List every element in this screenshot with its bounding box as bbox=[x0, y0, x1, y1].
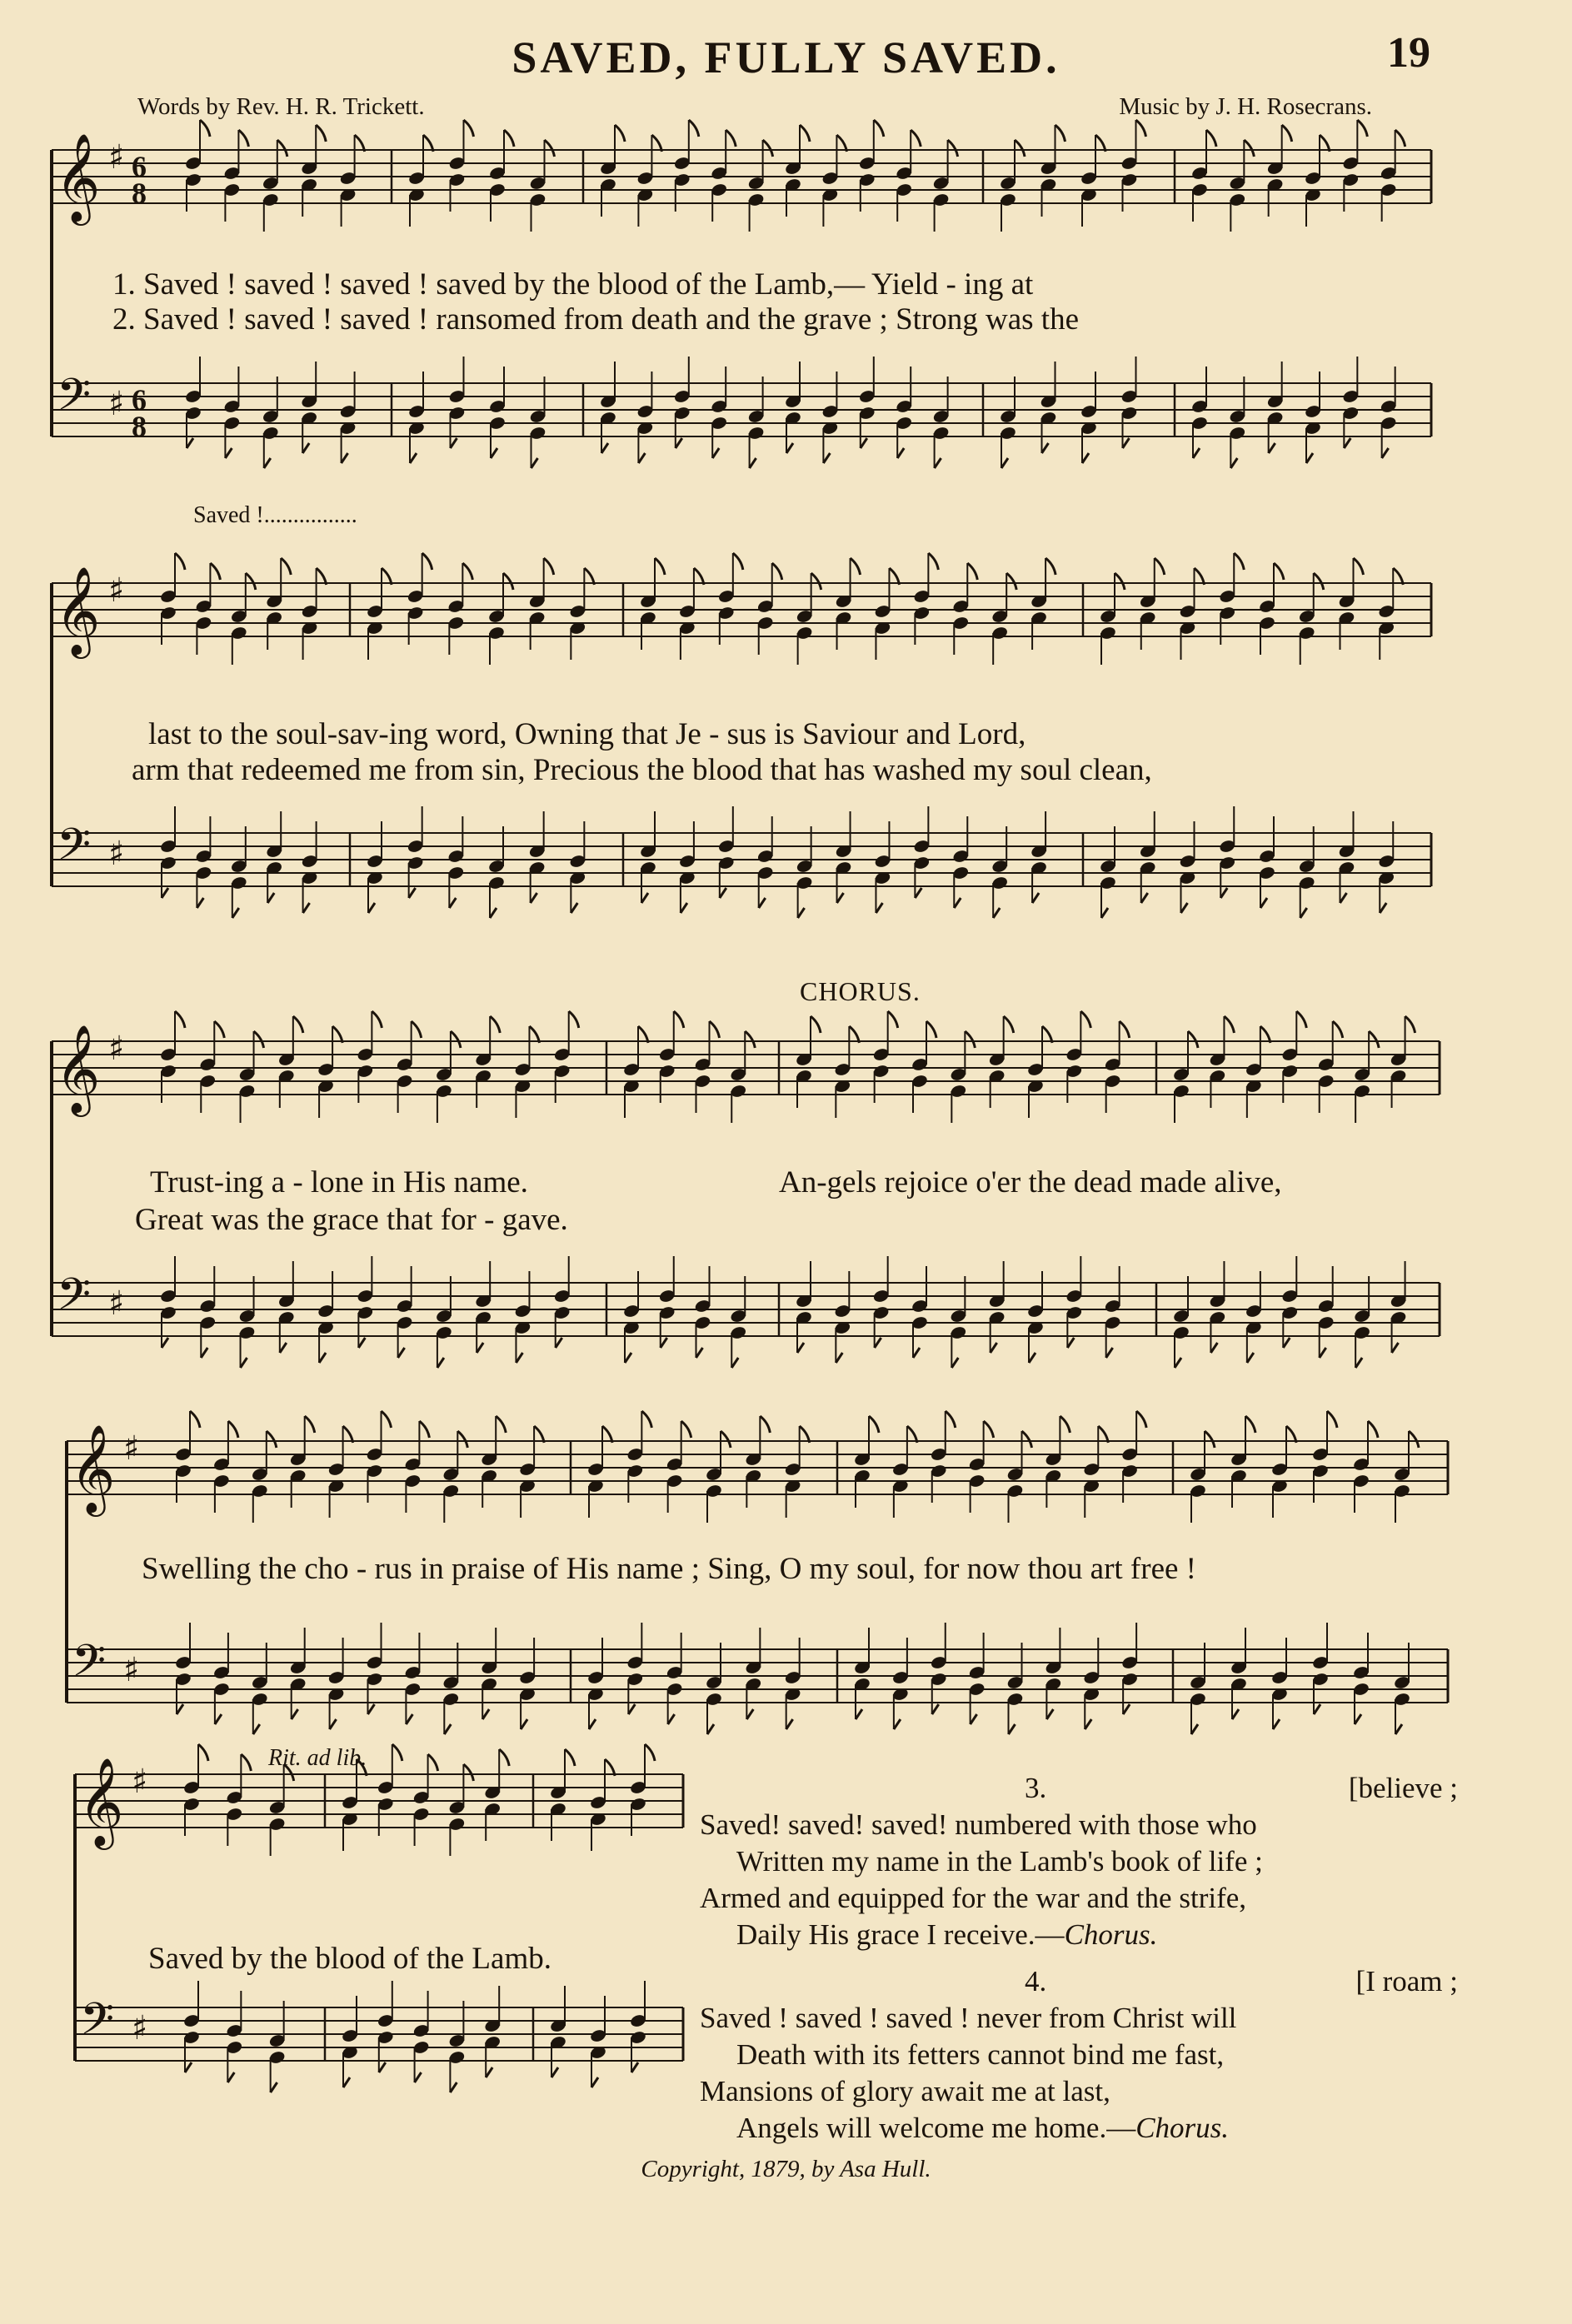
note-flag bbox=[823, 453, 830, 463]
chorus-line-3: Saved by the blood of the Lamb. bbox=[148, 1942, 551, 1976]
verse-3-line-3: Armed and equipped for the war and the strife, bbox=[700, 1882, 1247, 1914]
note-flag bbox=[915, 888, 921, 898]
note-flag bbox=[935, 458, 941, 468]
time-signature-bottom: 8 bbox=[132, 410, 147, 443]
note-flag bbox=[984, 1421, 994, 1438]
treble-clef-icon: 𝄞 bbox=[70, 1424, 116, 1513]
note-flag bbox=[1245, 1416, 1255, 1433]
verse-4 bbox=[700, 1963, 1458, 2147]
note-flag bbox=[200, 120, 210, 137]
note-flag bbox=[1188, 1031, 1198, 1048]
note-flag bbox=[1314, 1704, 1320, 1714]
copyright: Copyright, 1879, by Asa Hull. bbox=[641, 2156, 931, 2182]
time-signature-top: 6 bbox=[132, 383, 147, 416]
note-flag bbox=[1333, 1021, 1343, 1038]
note-flag bbox=[569, 1011, 579, 1028]
note-flag bbox=[1314, 573, 1324, 590]
note-flag bbox=[1260, 898, 1267, 908]
note-flag bbox=[800, 125, 810, 142]
note-flag bbox=[1327, 1411, 1337, 1428]
verse-4-chorus-ref: Chorus. bbox=[1135, 2112, 1230, 2144]
note-flag bbox=[504, 130, 514, 147]
note-flag bbox=[190, 1411, 200, 1428]
note-flag bbox=[591, 2077, 598, 2087]
note-flag bbox=[1191, 1724, 1198, 1734]
treble-clef-icon: 𝄞 bbox=[78, 1757, 124, 1846]
note-flag bbox=[232, 908, 239, 918]
verse-4-number: 4. bbox=[1025, 1965, 1047, 1997]
note-flag bbox=[412, 1021, 422, 1038]
note-flag bbox=[589, 1719, 596, 1729]
note-flag bbox=[228, 1421, 238, 1438]
note-flag bbox=[1206, 130, 1216, 147]
note-flag bbox=[625, 1353, 631, 1363]
note-flag bbox=[1340, 893, 1347, 903]
tempo-mark: Rit. ad lib. bbox=[268, 1745, 367, 1771]
note-flag bbox=[721, 1431, 731, 1448]
note-flag bbox=[951, 1358, 958, 1368]
note-flag bbox=[1320, 1348, 1326, 1358]
note-flag bbox=[1355, 1714, 1361, 1724]
note-flag bbox=[1085, 1719, 1091, 1729]
note-flag bbox=[668, 1714, 675, 1724]
note-flag bbox=[993, 908, 1000, 918]
note-flag bbox=[271, 2082, 277, 2092]
note-flag bbox=[305, 1416, 315, 1433]
note-flag bbox=[358, 1338, 365, 1348]
note-flag bbox=[750, 458, 756, 468]
note-flag bbox=[225, 448, 232, 458]
note-flag bbox=[897, 448, 904, 458]
note-flag bbox=[1001, 458, 1008, 468]
note-flag bbox=[759, 898, 766, 908]
note-flag bbox=[382, 1411, 392, 1428]
note-flag bbox=[1344, 438, 1350, 448]
note-flag bbox=[214, 1021, 224, 1038]
note-flag bbox=[760, 1416, 770, 1433]
note-flag bbox=[1232, 1709, 1239, 1719]
verse-4-line-1: Saved ! saved ! saved ! never from Christ will bbox=[700, 2002, 1237, 2034]
note-flag bbox=[745, 1031, 755, 1048]
note-flag bbox=[280, 1343, 287, 1353]
note-flag bbox=[746, 1709, 753, 1719]
music-credit: Music by J. H. Rosecrans. bbox=[1119, 93, 1372, 120]
note-flag bbox=[1101, 908, 1108, 918]
sharp-icon: ♯ bbox=[123, 1429, 140, 1468]
note-flag bbox=[545, 140, 555, 157]
bass-clef-icon: 𝄢 bbox=[80, 1994, 115, 2056]
system1-note: Saved !................ bbox=[193, 502, 357, 528]
note-flag bbox=[837, 893, 844, 903]
verse-3 bbox=[700, 1770, 1458, 1953]
note-flag bbox=[238, 130, 248, 147]
note-flag bbox=[971, 1714, 977, 1724]
note-flag bbox=[797, 1343, 804, 1353]
verse-3-line-4: Daily His grace I receive.—Chorus. bbox=[736, 1918, 1158, 1951]
note-flag bbox=[368, 903, 375, 913]
note-flag bbox=[406, 1714, 412, 1724]
sharp-icon: ♯ bbox=[108, 385, 125, 423]
note-flag bbox=[1247, 1353, 1254, 1363]
note-flag bbox=[227, 2072, 234, 2082]
note-flag bbox=[726, 130, 736, 147]
note-flag bbox=[477, 1343, 483, 1353]
note-flag bbox=[419, 1421, 429, 1438]
page-number: 19 bbox=[1387, 29, 1430, 77]
treble-clef-icon: 𝄞 bbox=[55, 132, 101, 222]
note-flag bbox=[856, 1709, 862, 1719]
note-flag bbox=[516, 1353, 522, 1363]
bass-clef-icon: 𝄢 bbox=[57, 370, 92, 431]
note-flag bbox=[490, 1016, 500, 1033]
note-flag bbox=[674, 1011, 684, 1028]
note-flag bbox=[1230, 458, 1237, 468]
note-flag bbox=[1067, 1338, 1074, 1348]
note-flag bbox=[1357, 120, 1367, 137]
note-flag bbox=[521, 1719, 527, 1729]
system3-verse2: Great was the grace that for - gave. bbox=[135, 1203, 568, 1237]
note-flag bbox=[267, 1431, 277, 1448]
note-flag bbox=[531, 458, 538, 468]
chorus-line-2: Swelling the cho - rus in praise of His name ; Sing, O my soul, for now thou art free ! bbox=[142, 1552, 1196, 1586]
note-flag bbox=[1306, 453, 1313, 463]
system1-verse1: 1. Saved ! saved ! saved ! saved by the blood of the Lamb,— Yield - ing at bbox=[112, 267, 1034, 302]
verse-3-carry: [believe ; bbox=[1348, 1772, 1458, 1804]
note-flag bbox=[1042, 443, 1049, 453]
note-flag bbox=[888, 1011, 898, 1028]
note-flag bbox=[874, 120, 884, 137]
chorus-line-1: An-gels rejoice o'er the dead made alive, bbox=[779, 1165, 1282, 1199]
note-flag bbox=[1244, 140, 1254, 157]
bass-clef-icon: 𝄢 bbox=[57, 820, 92, 881]
note-flag bbox=[1106, 1348, 1113, 1358]
note-flag bbox=[490, 908, 497, 918]
note-flag bbox=[1136, 120, 1146, 137]
note-flag bbox=[1220, 888, 1227, 898]
note-flag bbox=[556, 1338, 562, 1348]
note-flag bbox=[946, 1411, 956, 1428]
note-flag bbox=[451, 438, 457, 448]
note-flag bbox=[811, 1016, 821, 1033]
note-flag bbox=[1224, 1016, 1234, 1033]
time-signature-bottom: 8 bbox=[132, 177, 147, 210]
note-flag bbox=[1368, 1421, 1378, 1438]
note-flag bbox=[696, 1348, 703, 1358]
note-flag bbox=[1080, 1011, 1090, 1028]
note-flag bbox=[531, 893, 537, 903]
note-flag bbox=[638, 453, 645, 463]
note-flag bbox=[926, 1021, 936, 1038]
note-flag bbox=[1395, 130, 1405, 147]
note-flag bbox=[330, 1719, 337, 1729]
sharp-icon: ♯ bbox=[123, 1651, 140, 1689]
note-flag bbox=[1193, 448, 1200, 458]
note-flag bbox=[615, 125, 625, 142]
note-flag bbox=[1141, 893, 1148, 903]
system3-verse1: Trust-ing a - lone in His name. bbox=[150, 1165, 528, 1199]
note-flag bbox=[601, 443, 608, 453]
note-flag bbox=[875, 1338, 881, 1348]
verse-4-line-3: Mansions of glory await me at last, bbox=[700, 2075, 1110, 2107]
note-flag bbox=[1395, 1724, 1402, 1734]
sharp-icon: ♯ bbox=[108, 835, 125, 873]
note-flag bbox=[641, 1411, 651, 1428]
note-flag bbox=[1369, 1031, 1379, 1048]
verse-4-line-2: Death with its fetters cannot bind me fast, bbox=[736, 2038, 1225, 2071]
note-flag bbox=[177, 1704, 183, 1714]
note-flag bbox=[368, 1704, 375, 1714]
note-flag bbox=[876, 903, 882, 913]
system2-verse1: last to the soul-sav-ing word, Owning that Je - sus is Saviour and Lord, bbox=[148, 717, 1026, 751]
note-flag bbox=[457, 1431, 467, 1448]
note-flag bbox=[948, 140, 958, 157]
bass-clef-icon: 𝄢 bbox=[57, 1269, 92, 1331]
note-flag bbox=[1032, 893, 1039, 903]
note-flag bbox=[241, 1358, 247, 1368]
note-flag bbox=[450, 2082, 457, 2092]
note-flag bbox=[162, 888, 168, 898]
note-flag bbox=[712, 448, 719, 458]
note-flag bbox=[486, 2067, 492, 2077]
note-flag bbox=[1283, 1338, 1290, 1348]
time-signature-top: 6 bbox=[132, 150, 147, 183]
note-flag bbox=[786, 443, 793, 453]
note-flag bbox=[491, 448, 497, 458]
note-flag bbox=[409, 888, 416, 898]
note-flag bbox=[415, 2072, 422, 2082]
verse-4-carry: [I roam ; bbox=[1355, 1965, 1458, 1997]
note-flag bbox=[342, 453, 348, 463]
note-flag bbox=[444, 1724, 451, 1734]
note-flag bbox=[731, 1358, 738, 1368]
note-flag bbox=[763, 140, 773, 157]
note-flag bbox=[861, 438, 867, 448]
note-flag bbox=[1409, 1431, 1419, 1448]
note-flag bbox=[410, 453, 417, 463]
note-flag bbox=[1205, 1431, 1215, 1448]
note-flag bbox=[1273, 1719, 1280, 1729]
note-flag bbox=[1046, 1709, 1053, 1719]
note-flag bbox=[201, 1348, 207, 1358]
note-flag bbox=[1082, 453, 1089, 463]
note-flag bbox=[798, 908, 805, 918]
note-flag bbox=[811, 573, 821, 590]
note-flag bbox=[913, 1348, 920, 1358]
verse-3-number: 3. bbox=[1025, 1772, 1047, 1804]
note-flag bbox=[1181, 903, 1188, 913]
note-flag bbox=[253, 1724, 260, 1734]
note-flag bbox=[1009, 1724, 1016, 1734]
note-flag bbox=[661, 1338, 667, 1348]
note-flag bbox=[1120, 1021, 1130, 1038]
note-flag bbox=[503, 573, 513, 590]
note-flag bbox=[1123, 1704, 1130, 1714]
system2-verse2: arm that redeemed me from sin, Precious the blood that has washed my soul clean, bbox=[132, 753, 1152, 787]
note-flag bbox=[451, 1031, 461, 1048]
sharp-icon: ♯ bbox=[108, 138, 125, 177]
note-flag bbox=[319, 1353, 326, 1363]
note-flag bbox=[1380, 903, 1386, 913]
note-flag bbox=[1006, 573, 1016, 590]
verse-4-line-4: Angels will welcome me home.—Chorus. bbox=[736, 2112, 1230, 2144]
note-flag bbox=[720, 888, 726, 898]
note-flag bbox=[254, 1031, 264, 1048]
note-flag bbox=[1296, 1011, 1306, 1028]
note-flag bbox=[641, 893, 648, 903]
note-flag bbox=[267, 893, 274, 903]
note-flag bbox=[1022, 1431, 1032, 1448]
note-flag bbox=[316, 125, 326, 142]
words-credit: Words by Rev. H. R. Trickett. bbox=[137, 93, 425, 120]
note-flag bbox=[1282, 125, 1292, 142]
note-flag bbox=[1015, 140, 1025, 157]
treble-clef-icon: 𝄞 bbox=[55, 1024, 101, 1113]
note-flag bbox=[689, 120, 699, 137]
note-flag bbox=[464, 120, 474, 137]
note-flag bbox=[1382, 448, 1389, 458]
note-flag bbox=[1055, 125, 1065, 142]
verse-3-line-1: Saved! saved! saved! numbered with those who bbox=[700, 1808, 1257, 1841]
note-flag bbox=[343, 2077, 350, 2087]
sharp-icon: ♯ bbox=[108, 571, 125, 610]
note-flag bbox=[869, 1416, 879, 1433]
note-flag bbox=[965, 1031, 975, 1048]
note-flag bbox=[1123, 438, 1130, 448]
sharp-icon: ♯ bbox=[108, 1030, 125, 1068]
note-flag bbox=[1115, 573, 1125, 590]
sharp-icon: ♯ bbox=[132, 2009, 148, 2047]
note-flag bbox=[379, 2062, 386, 2072]
note-flag bbox=[372, 1011, 382, 1028]
note-flag bbox=[1029, 1353, 1036, 1363]
note-flag bbox=[187, 438, 193, 448]
note-flag bbox=[894, 1719, 901, 1729]
note-flag bbox=[162, 1338, 168, 1348]
note-flag bbox=[302, 443, 309, 453]
note-flag bbox=[628, 1704, 635, 1714]
note-flag bbox=[303, 903, 310, 913]
note-flag bbox=[293, 1016, 303, 1033]
note-flag bbox=[571, 903, 577, 913]
note-flag bbox=[631, 2062, 638, 2072]
note-flag bbox=[707, 1724, 714, 1734]
page-title: SAVED, FULLY SAVED. bbox=[512, 32, 1060, 82]
note-flag bbox=[1060, 1416, 1070, 1433]
bass-clef-icon: 𝄢 bbox=[72, 1636, 107, 1698]
note-flag bbox=[932, 1704, 939, 1714]
note-flag bbox=[398, 1348, 405, 1358]
note-flag bbox=[681, 1421, 691, 1438]
note-flag bbox=[175, 1011, 185, 1028]
treble-clef-icon: 𝄞 bbox=[55, 566, 101, 655]
chorus-label: CHORUS. bbox=[800, 976, 921, 1006]
note-flag bbox=[1269, 443, 1275, 453]
note-flag bbox=[991, 1343, 997, 1353]
note-flag bbox=[786, 1719, 793, 1729]
note-flag bbox=[681, 903, 687, 913]
note-flag bbox=[1210, 1343, 1217, 1353]
note-flag bbox=[836, 1353, 842, 1363]
note-flag bbox=[676, 438, 682, 448]
note-flag bbox=[482, 1709, 489, 1719]
note-flag bbox=[1004, 1016, 1014, 1033]
note-flag bbox=[1136, 1411, 1146, 1428]
note-flag bbox=[246, 573, 256, 590]
verse-3-line-2: Written my name in the Lamb's book of life ; bbox=[736, 1845, 1263, 1878]
system1-verse2: 2. Saved ! saved ! saved ! ransomed from death and the grave ; Strong was the bbox=[112, 302, 1080, 337]
note-flag bbox=[215, 1714, 222, 1724]
note-flag bbox=[185, 2062, 192, 2072]
note-flag bbox=[1392, 1343, 1399, 1353]
note-flag bbox=[911, 130, 921, 147]
note-flag bbox=[551, 2067, 558, 2077]
note-flag bbox=[449, 898, 456, 908]
note-flag bbox=[463, 1764, 473, 1781]
note-flag bbox=[1355, 1358, 1362, 1368]
note-flag bbox=[1300, 908, 1307, 918]
note-flag bbox=[954, 898, 961, 908]
note-flag bbox=[197, 898, 203, 908]
sharp-icon: ♯ bbox=[132, 1763, 148, 1801]
sharp-icon: ♯ bbox=[108, 1284, 125, 1323]
note-flag bbox=[277, 140, 287, 157]
note-flag bbox=[264, 458, 271, 468]
note-flag bbox=[710, 1021, 720, 1038]
note-flag bbox=[292, 1709, 298, 1719]
note-flag bbox=[1175, 1358, 1181, 1368]
note-flag bbox=[437, 1358, 444, 1368]
note-flag bbox=[496, 1416, 506, 1433]
note-flag bbox=[1405, 1016, 1415, 1033]
verse-3-chorus-ref: Chorus. bbox=[1064, 1918, 1158, 1951]
